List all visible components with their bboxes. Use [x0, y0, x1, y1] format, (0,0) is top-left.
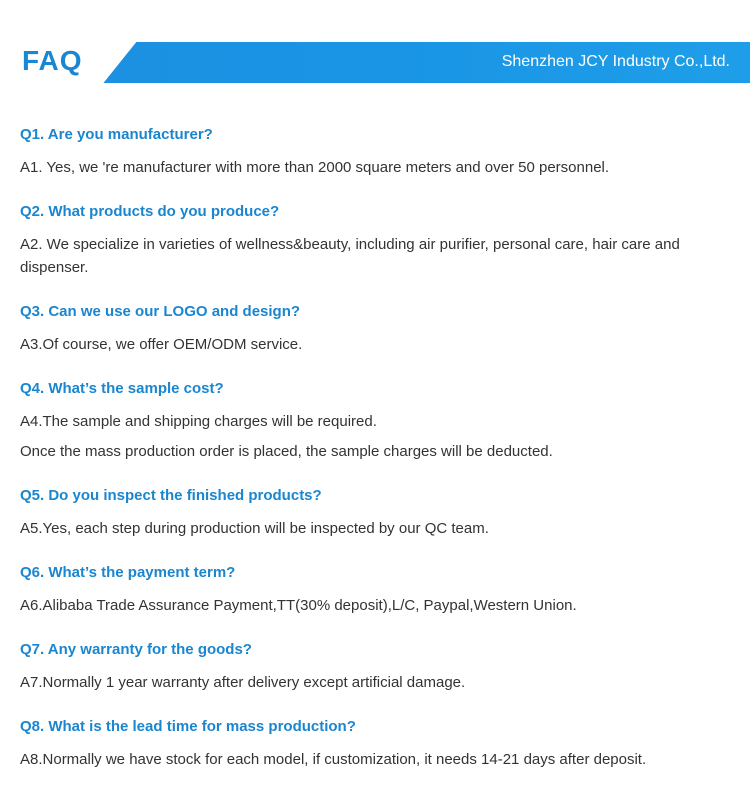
page-title: FAQ	[22, 45, 83, 76]
faq-question: Q1. Are you manufacturer?	[20, 126, 213, 143]
faq-question: Q7. Any warranty for the goods?	[20, 641, 252, 658]
faq-question: Q4. What’s the sample cost?	[20, 380, 224, 397]
company-name: Shenzhen JCY Industry Co.,Ltd.	[501, 53, 730, 70]
faq-header	[0, 0, 750, 100]
faq-answer: A6.Alibaba Trade Assurance Payment,TT(30% deposit),L/C, Paypal,Western Union.	[20, 597, 577, 614]
faq-question: Q5. Do you inspect the finished products?	[20, 487, 322, 504]
faq-answer: A5.Yes, each step during production will be inspected by our QC team.	[20, 520, 489, 537]
faq-item-1	[20, 126, 720, 179]
faq-item-3	[20, 303, 720, 356]
faq-answer: A4.The sample and shipping charges will be required.	[20, 413, 377, 430]
faq-list	[20, 126, 720, 771]
faq-item-5	[20, 487, 720, 540]
faq-item-6	[20, 564, 720, 617]
faq-answer-extra: Once the mass production order is placed, the sample charges will be deducted.	[20, 443, 553, 460]
faq-item-8	[20, 718, 720, 771]
faq-item-2	[20, 203, 720, 279]
faq-question: Q8. What is the lead time for mass production?	[20, 718, 356, 735]
faq-question: Q2. What products do you produce?	[20, 203, 280, 220]
faq-question: Q6. What’s the payment term?	[20, 564, 236, 581]
faq-answer: A2. We specialize in varieties of wellness&beauty, including air purifier, personal care, hair care and dispenser.	[20, 236, 680, 276]
faq-answer: A3.Of course, we offer OEM/ODM service.	[20, 336, 303, 353]
faq-item-7	[20, 641, 720, 694]
faq-item-4	[20, 380, 720, 463]
faq-question: Q3. Can we use our LOGO and design?	[20, 303, 301, 320]
faq-answer: A8.Normally we have stock for each model, if customization, it needs 14-21 days after deposit.	[20, 751, 647, 768]
faq-answer: A7.Normally 1 year warranty after delivery except artificial damage.	[20, 674, 466, 691]
faq-answer: A1. Yes, we 're manufacturer with more than 2000 square meters and over 50 personnel.	[20, 159, 610, 176]
